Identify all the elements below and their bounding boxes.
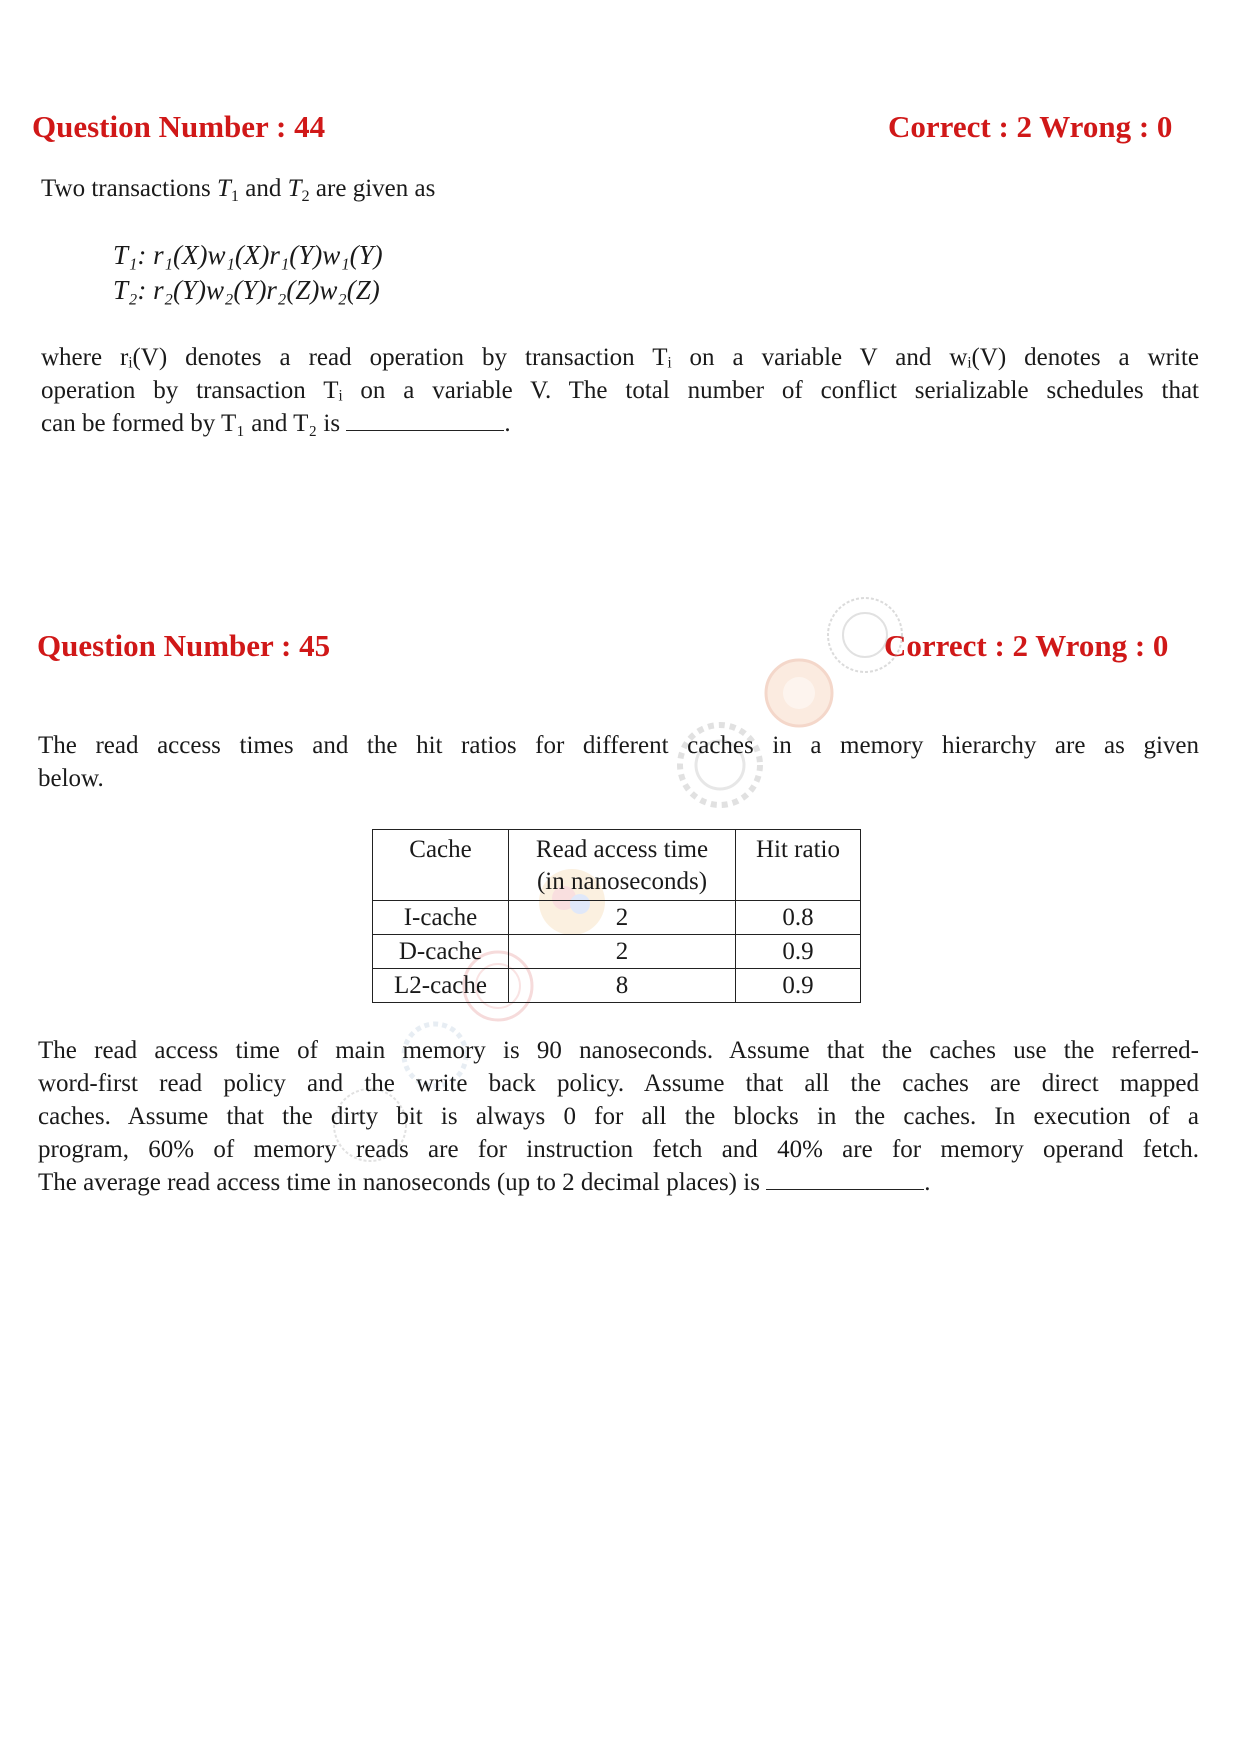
watermark-seal-icon: [825, 595, 905, 675]
t2-symbol: T: [287, 175, 302, 202]
transaction-2-equation: T₂: r₂(Y)w₂(Y)r₂(Z)w₂(Z): [113, 275, 380, 305]
table-cell: 2: [509, 901, 736, 935]
body-line: The read access time of main memory is 90 nanoseconds. Assume that the caches use the referred-: [38, 1037, 1199, 1064]
table-cell: 8: [509, 969, 736, 1003]
table-row: [373, 901, 861, 935]
body-text: .: [504, 410, 511, 437]
body-line: operation by transaction Tᵢ on a variable V. The total number of conflict serializable schedules that: [41, 377, 1199, 404]
table-cell: 2: [509, 935, 736, 969]
intro-text: are given as: [309, 175, 436, 202]
t1-symbol: T: [217, 175, 231, 202]
body-line: The read access times and the hit ratios for different caches in a memory hierarchy are as given: [38, 732, 1199, 759]
table-header: [509, 830, 736, 901]
t2-subscript: 2: [301, 186, 310, 205]
question-45-body: [38, 1034, 1199, 1199]
question-45-header: Question Number : 45: [37, 628, 331, 663]
answer-blank: [346, 408, 504, 431]
question-44-score: Correct : 2 Wrong : 0: [888, 109, 1173, 144]
intro-text: Two transactions: [41, 175, 217, 202]
table-cell: 0.9: [736, 935, 861, 969]
cache-table: [372, 829, 861, 1003]
question-45-score: Correct : 2 Wrong : 0: [884, 628, 1169, 663]
question-44-header: Question Number : 44: [32, 109, 326, 144]
table-cell: D-cache: [373, 935, 509, 969]
body-line: program, 60% of memory reads are for instruction fetch and 40% are for memory operand fetch.: [38, 1136, 1199, 1163]
body-text: The average read access time in nanoseconds (up to 2 decimal places) is: [38, 1169, 767, 1196]
answer-blank: [766, 1167, 924, 1190]
body-line: caches. Assume that the dirty bit is always 0 for all the blocks in the caches. In execution of a: [38, 1103, 1199, 1130]
body-text: can be formed by T₁ and T₂ is: [41, 410, 347, 437]
table-header-line: (in nanoseconds): [536, 868, 708, 895]
t1-subscript: 1: [230, 186, 240, 205]
body-line: [41, 407, 1199, 440]
watermark-emblem-icon: [763, 657, 835, 729]
question-44-body: [41, 341, 1199, 440]
body-text: .: [924, 1169, 931, 1196]
transaction-1-equation: T₁: r₁(X)w₁(X)r₁(Y)w₁(Y): [113, 240, 383, 270]
table-cell: 0.8: [736, 901, 861, 935]
table-header-line: Read access time: [535, 836, 709, 863]
body-line: word-first read policy and the write back policy. Assume that all the caches are direct mapped: [38, 1070, 1199, 1097]
table-row: [373, 969, 861, 1003]
table-header-row: [373, 830, 861, 901]
question-45-intro: [38, 729, 1199, 795]
table-row: [373, 935, 861, 969]
body-line: where rᵢ(V) denotes a read operation by transaction Tᵢ on a variable V and wᵢ(V) denotes a write: [41, 344, 1199, 371]
table-header: Hit ratio: [736, 830, 861, 901]
table-cell: 0.9: [736, 969, 861, 1003]
table-cell: L2-cache: [373, 969, 509, 1003]
body-line: [38, 1166, 1199, 1199]
table-header: Cache: [373, 830, 509, 901]
intro-text: and: [239, 175, 288, 202]
body-line: below.: [38, 765, 104, 792]
table-cell: I-cache: [373, 901, 509, 935]
question-44-intro: [41, 172, 741, 213]
